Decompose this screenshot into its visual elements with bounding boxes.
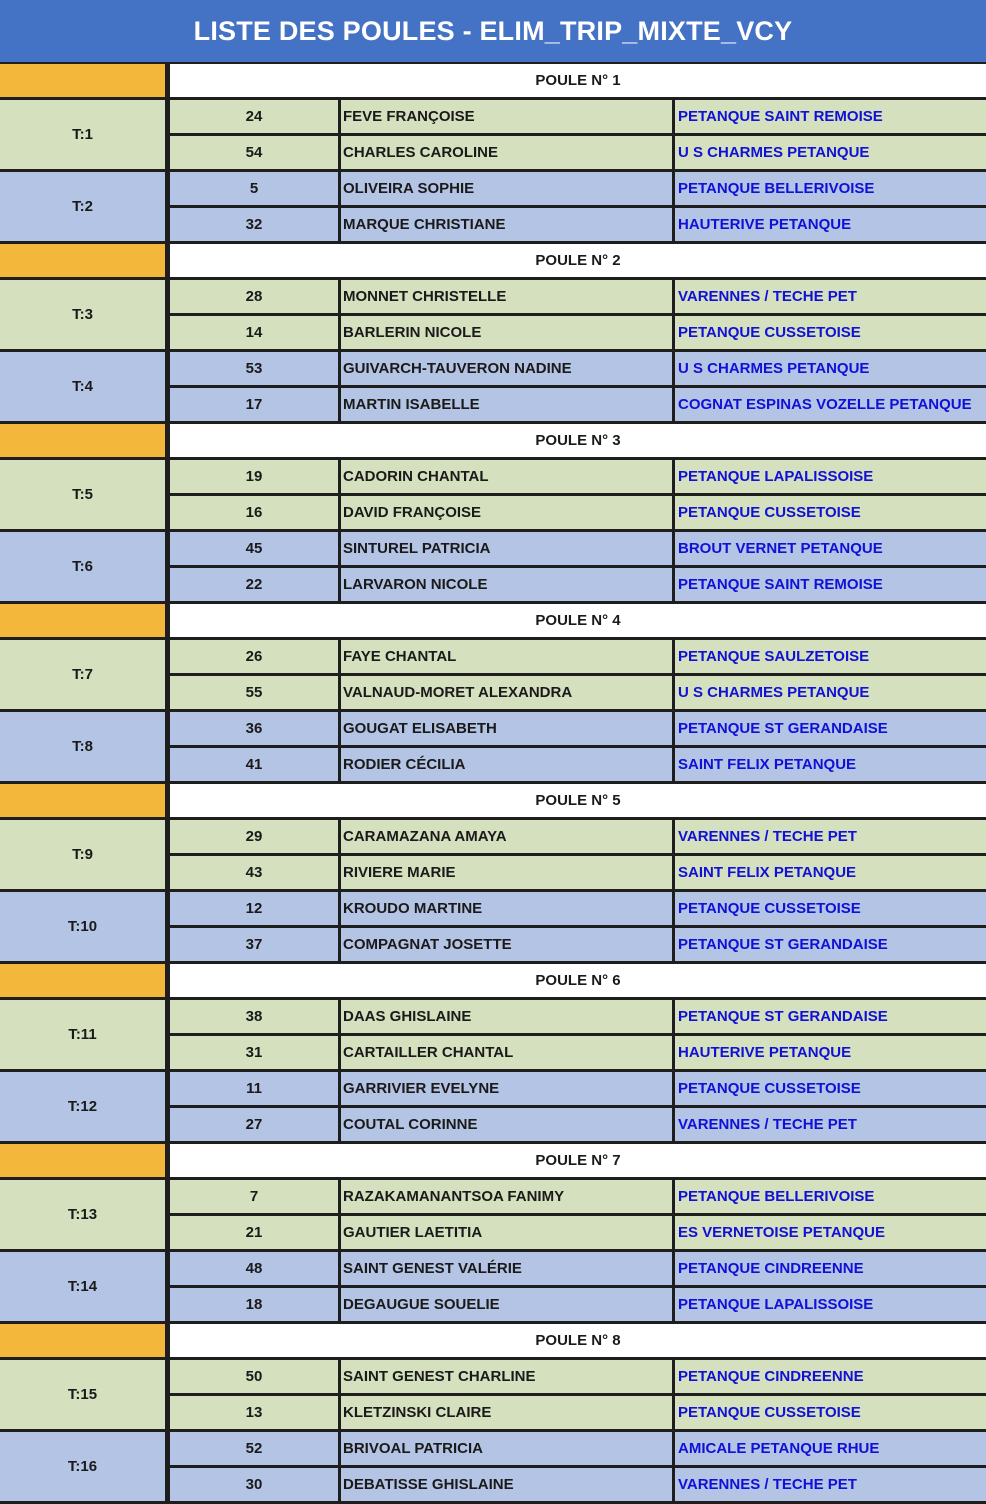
- poule-title: POULE N° 4: [170, 604, 986, 637]
- player-row: [170, 1072, 986, 1105]
- player-club: PETANQUE ST GERANDAISE: [675, 712, 986, 745]
- player-club: PETANQUE CUSSETOISE: [675, 496, 986, 529]
- team-block: [0, 892, 986, 961]
- player-number: 11: [170, 1072, 338, 1105]
- player-name: KLETZINSKI CLAIRE: [341, 1396, 672, 1429]
- player-row: [170, 532, 986, 565]
- player-club: PETANQUE ST GERANDAISE: [675, 928, 986, 961]
- player-row: [170, 1360, 986, 1393]
- player-number: 7: [170, 1180, 338, 1213]
- team-label: T:7: [0, 640, 165, 709]
- player-row: [170, 1036, 986, 1069]
- player-name: DAAS GHISLAINE: [341, 1000, 672, 1033]
- player-club: U S CHARMES PETANQUE: [675, 676, 986, 709]
- player-row: [170, 460, 986, 493]
- player-club: PETANQUE SAINT REMOISE: [675, 100, 986, 133]
- player-row: [170, 280, 986, 313]
- player-club: PETANQUE CUSSETOISE: [675, 1396, 986, 1429]
- player-club: PETANQUE BELLERIVOISE: [675, 172, 986, 205]
- team-block: [0, 640, 986, 709]
- player-name: DEBATISSE GHISLAINE: [341, 1468, 672, 1501]
- team-block: [0, 1252, 986, 1321]
- poule-tab-marker: [0, 1144, 165, 1177]
- player-row: [170, 1288, 986, 1321]
- poule-title: POULE N° 1: [170, 64, 986, 97]
- player-number: 16: [170, 496, 338, 529]
- player-name: LARVARON NICOLE: [341, 568, 672, 601]
- team-label: T:14: [0, 1252, 165, 1321]
- poule-title: POULE N° 2: [170, 244, 986, 277]
- team-block: [0, 460, 986, 529]
- player-number: 31: [170, 1036, 338, 1069]
- poule-header-row: [0, 784, 986, 817]
- player-row: [170, 1468, 986, 1501]
- player-number: 29: [170, 820, 338, 853]
- poule-header-row: [0, 1144, 986, 1177]
- player-name: KROUDO MARTINE: [341, 892, 672, 925]
- player-row: [170, 208, 986, 241]
- player-club: VARENNES / TECHE PET: [675, 280, 986, 313]
- team-label: T:15: [0, 1360, 165, 1429]
- poule-header-row: [0, 244, 986, 277]
- poule-header-row: [0, 424, 986, 457]
- team-label: T:3: [0, 280, 165, 349]
- team-label: T:2: [0, 172, 165, 241]
- player-name: FEVE FRANÇOISE: [341, 100, 672, 133]
- player-name: GOUGAT ELISABETH: [341, 712, 672, 745]
- player-row: [170, 1000, 986, 1033]
- player-name: RIVIERE MARIE: [341, 856, 672, 889]
- page-title: LISTE DES POULES - ELIM_TRIP_MIXTE_VCY: [0, 0, 986, 62]
- player-number: 36: [170, 712, 338, 745]
- player-number: 28: [170, 280, 338, 313]
- player-name: FAYE CHANTAL: [341, 640, 672, 673]
- player-club: U S CHARMES PETANQUE: [675, 352, 986, 385]
- team-block: [0, 1180, 986, 1249]
- team-block: [0, 172, 986, 241]
- player-name: BARLERIN NICOLE: [341, 316, 672, 349]
- player-row: [170, 352, 986, 385]
- player-row: [170, 1252, 986, 1285]
- player-number: 43: [170, 856, 338, 889]
- player-row: [170, 1180, 986, 1213]
- player-name: DEGAUGUE SOUELIE: [341, 1288, 672, 1321]
- player-club: PETANQUE LAPALISSOISE: [675, 460, 986, 493]
- player-club: ES VERNETOISE PETANQUE: [675, 1216, 986, 1249]
- poule-tab-marker: [0, 604, 165, 637]
- player-club: BROUT VERNET PETANQUE: [675, 532, 986, 565]
- poule-tab-marker: [0, 964, 165, 997]
- player-number: 17: [170, 388, 338, 421]
- player-name: VALNAUD-MORET ALEXANDRA: [341, 676, 672, 709]
- player-number: 55: [170, 676, 338, 709]
- player-number: 41: [170, 748, 338, 781]
- poule-title: POULE N° 6: [170, 964, 986, 997]
- player-club: PETANQUE CINDREENNE: [675, 1252, 986, 1285]
- team-label: T:5: [0, 460, 165, 529]
- poule-header-row: [0, 1324, 986, 1357]
- team-block: [0, 352, 986, 421]
- poule-tab-marker: [0, 64, 165, 97]
- team-block: [0, 712, 986, 781]
- team-block: [0, 1000, 986, 1069]
- player-club: SAINT FELIX PETANQUE: [675, 748, 986, 781]
- player-row: [170, 928, 986, 961]
- player-name: MARQUE CHRISTIANE: [341, 208, 672, 241]
- player-row: [170, 892, 986, 925]
- player-club: COGNAT ESPINAS VOZELLE PETANQUE: [675, 388, 986, 421]
- player-club: PETANQUE CUSSETOISE: [675, 892, 986, 925]
- team-label: T:11: [0, 1000, 165, 1069]
- player-name: RAZAKAMANANTSOA FANIMY: [341, 1180, 672, 1213]
- player-row: [170, 568, 986, 601]
- player-club: PETANQUE CUSSETOISE: [675, 316, 986, 349]
- poule-tab-marker: [0, 244, 165, 277]
- player-row: [170, 712, 986, 745]
- player-club: PETANQUE CINDREENNE: [675, 1360, 986, 1393]
- team-block: [0, 1360, 986, 1429]
- poule-title: POULE N° 3: [170, 424, 986, 457]
- player-number: 45: [170, 532, 338, 565]
- team-block: [0, 1072, 986, 1141]
- player-club: PETANQUE BELLERIVOISE: [675, 1180, 986, 1213]
- player-name: MARTIN ISABELLE: [341, 388, 672, 421]
- team-label: T:9: [0, 820, 165, 889]
- poule-header-row: [0, 604, 986, 637]
- player-name: CADORIN CHANTAL: [341, 460, 672, 493]
- player-number: 24: [170, 100, 338, 133]
- player-row: [170, 820, 986, 853]
- team-block: [0, 100, 986, 169]
- player-row: [170, 100, 986, 133]
- player-name: SAINT GENEST CHARLINE: [341, 1360, 672, 1393]
- team-block: [0, 1432, 986, 1501]
- team-label: T:10: [0, 892, 165, 961]
- team-label: T:8: [0, 712, 165, 781]
- player-number: 53: [170, 352, 338, 385]
- team-block: [0, 820, 986, 889]
- player-name: SINTUREL PATRICIA: [341, 532, 672, 565]
- team-label: T:16: [0, 1432, 165, 1501]
- player-row: [170, 1108, 986, 1141]
- player-number: 21: [170, 1216, 338, 1249]
- player-row: [170, 1396, 986, 1429]
- player-row: [170, 136, 986, 169]
- poule-title: POULE N° 7: [170, 1144, 986, 1177]
- player-name: OLIVEIRA SOPHIE: [341, 172, 672, 205]
- player-club: VARENNES / TECHE PET: [675, 820, 986, 853]
- player-club: PETANQUE LAPALISSOISE: [675, 1288, 986, 1321]
- poule-title: POULE N° 5: [170, 784, 986, 817]
- player-name: MONNET CHRISTELLE: [341, 280, 672, 313]
- player-club: PETANQUE CUSSETOISE: [675, 1072, 986, 1105]
- player-club: U S CHARMES PETANQUE: [675, 136, 986, 169]
- player-number: 30: [170, 1468, 338, 1501]
- poule-header-row: [0, 964, 986, 997]
- player-number: 37: [170, 928, 338, 961]
- player-club: HAUTERIVE PETANQUE: [675, 1036, 986, 1069]
- player-number: 22: [170, 568, 338, 601]
- player-number: 14: [170, 316, 338, 349]
- player-club: PETANQUE SAINT REMOISE: [675, 568, 986, 601]
- player-number: 48: [170, 1252, 338, 1285]
- team-label: T:13: [0, 1180, 165, 1249]
- poules-table: [0, 64, 986, 1504]
- player-row: [170, 172, 986, 205]
- player-number: 18: [170, 1288, 338, 1321]
- team-label: T:6: [0, 532, 165, 601]
- team-block: [0, 280, 986, 349]
- player-row: [170, 316, 986, 349]
- player-club: VARENNES / TECHE PET: [675, 1468, 986, 1501]
- player-name: GARRIVIER EVELYNE: [341, 1072, 672, 1105]
- player-club: AMICALE PETANQUE RHUE: [675, 1432, 986, 1465]
- player-number: 27: [170, 1108, 338, 1141]
- player-name: BRIVOAL PATRICIA: [341, 1432, 672, 1465]
- player-number: 38: [170, 1000, 338, 1033]
- player-name: CARTAILLER CHANTAL: [341, 1036, 672, 1069]
- player-name: GUIVARCH-TAUVERON NADINE: [341, 352, 672, 385]
- poule-tab-marker: [0, 784, 165, 817]
- player-name: DAVID FRANÇOISE: [341, 496, 672, 529]
- poule-tab-marker: [0, 424, 165, 457]
- player-club: HAUTERIVE PETANQUE: [675, 208, 986, 241]
- player-number: 19: [170, 460, 338, 493]
- player-number: 54: [170, 136, 338, 169]
- player-club: PETANQUE ST GERANDAISE: [675, 1000, 986, 1033]
- poule-header-row: [0, 64, 986, 97]
- team-label: T:12: [0, 1072, 165, 1141]
- player-club: VARENNES / TECHE PET: [675, 1108, 986, 1141]
- team-label: T:4: [0, 352, 165, 421]
- player-club: SAINT FELIX PETANQUE: [675, 856, 986, 889]
- player-number: 26: [170, 640, 338, 673]
- player-number: 32: [170, 208, 338, 241]
- player-row: [170, 1432, 986, 1465]
- player-number: 5: [170, 172, 338, 205]
- player-name: RODIER CÉCILIA: [341, 748, 672, 781]
- player-row: [170, 856, 986, 889]
- player-row: [170, 748, 986, 781]
- player-name: SAINT GENEST VALÉRIE: [341, 1252, 672, 1285]
- team-block: [0, 532, 986, 601]
- player-number: 50: [170, 1360, 338, 1393]
- player-name: COUTAL CORINNE: [341, 1108, 672, 1141]
- player-number: 12: [170, 892, 338, 925]
- player-name: CARAMAZANA AMAYA: [341, 820, 672, 853]
- player-row: [170, 496, 986, 529]
- player-row: [170, 1216, 986, 1249]
- player-row: [170, 388, 986, 421]
- team-label: T:1: [0, 100, 165, 169]
- poule-title: POULE N° 8: [170, 1324, 986, 1357]
- poule-tab-marker: [0, 1324, 165, 1357]
- player-name: COMPAGNAT JOSETTE: [341, 928, 672, 961]
- player-name: GAUTIER LAETITIA: [341, 1216, 672, 1249]
- player-name: CHARLES CAROLINE: [341, 136, 672, 169]
- player-row: [170, 676, 986, 709]
- player-number: 52: [170, 1432, 338, 1465]
- player-row: [170, 640, 986, 673]
- player-number: 13: [170, 1396, 338, 1429]
- player-club: PETANQUE SAULZETOISE: [675, 640, 986, 673]
